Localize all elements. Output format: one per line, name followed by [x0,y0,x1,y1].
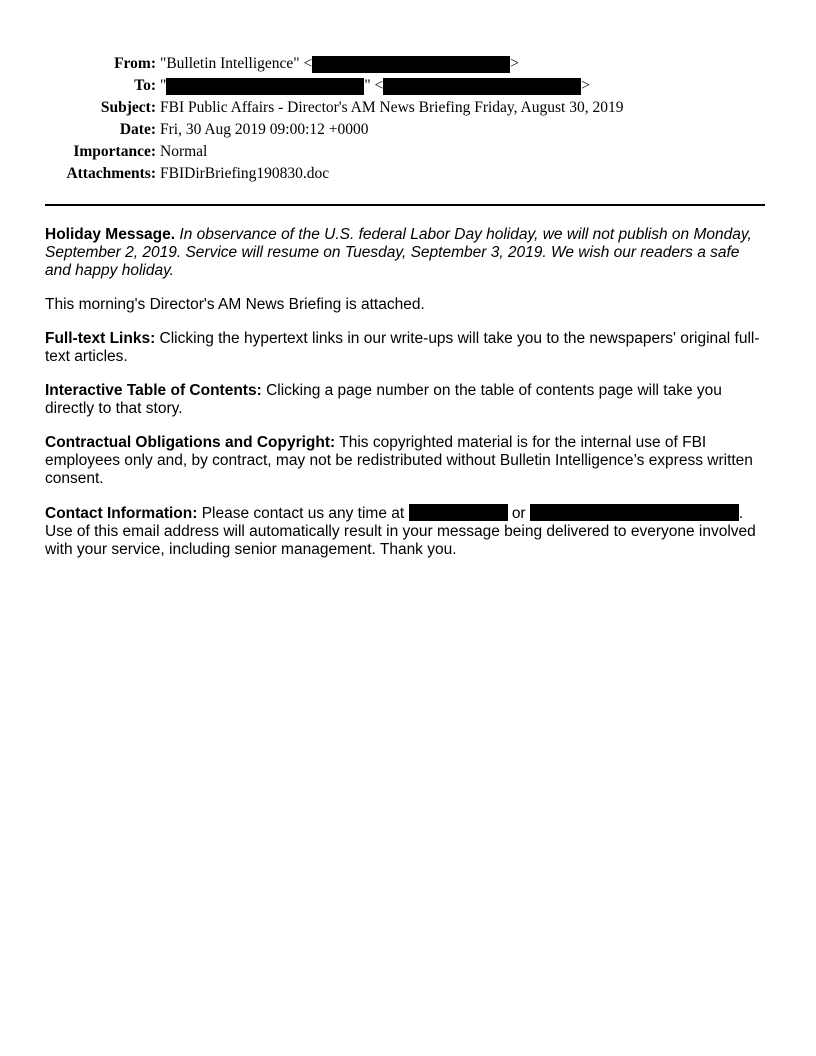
toc-text: Clicking a page number on the table of contents page will take you directly to that story. [45,382,722,417]
contact-text-1: Please contact us any time at [201,505,405,522]
redacted-to-name [166,78,364,95]
holiday-text: In observance of the U.S. federal Labor Day holiday, we will not publish on Monday, September 2, 2019. Service will resume on Tuesday, September 3, 2019. We wish our readers a safe and happy holiday. [45,226,752,279]
holiday-paragraph [45,226,767,280]
attached-paragraph: This morning's Director's AM News Briefing is attached. [45,296,425,313]
importance-row [0,141,816,163]
contact-paragraph [45,504,767,559]
copyright-paragraph [45,434,767,488]
contact-label: Contact Information: [45,505,198,522]
copyright-label: Contractual Obligations and Copyright: [45,434,336,451]
fulltext-text: Clicking the hypertext links in our write-ups will take you to the newspapers' original full-text articles. [45,330,760,365]
to-quote-open: " [160,77,167,94]
attachment-link[interactable]: FBIDirBriefing190830.doc [160,165,330,182]
importance-value: Normal [160,143,208,160]
date-label: Date: [119,121,156,138]
to-value [160,75,590,97]
redacted-to-address [383,78,581,95]
holiday-label: Holiday Message. [45,226,176,243]
toc-label: Interactive Table of Contents: [45,382,262,399]
to-bracket-close: > [581,77,591,94]
contact-period: . [738,505,744,522]
attachments-label: Attachments: [66,165,156,182]
redacted-from-address [312,56,510,73]
fulltext-paragraph [45,330,767,366]
from-value [160,53,519,75]
importance-label: Importance: [73,143,156,160]
from-name: "Bulletin Intelligence" < [160,55,313,72]
from-bracket-close: > [510,55,519,72]
email-header [0,53,816,185]
to-label: To: [134,77,156,94]
date-row [0,119,816,141]
from-row [0,53,816,75]
copyright-text: This copyrighted material is for the internal use of FBI employees only and, by contract, may not be redistributed without Bulletin Intelligence’s express written consent. [45,434,753,487]
to-row [0,75,816,97]
redacted-email [530,504,739,521]
subject-row [0,97,816,119]
contact-or: or [511,505,526,522]
subject-label: Subject: [100,99,156,116]
to-quote-close: " < [364,77,384,94]
fulltext-label: Full-text Links: [45,330,156,347]
redacted-phone [409,504,508,521]
header-divider [45,204,765,206]
toc-paragraph [45,382,767,418]
email-body [45,226,767,575]
contact-text-2: Use of this email address will automatically result in your message being delivered to everyone involved with your service, including senior management. Thank you. [45,523,756,558]
date-value: Fri, 30 Aug 2019 09:00:12 +0000 [160,121,369,138]
attachments-row [0,163,816,185]
subject-value: FBI Public Affairs - Director's AM News Briefing Friday, August 30, 2019 [160,99,624,116]
from-label: From: [114,55,156,72]
